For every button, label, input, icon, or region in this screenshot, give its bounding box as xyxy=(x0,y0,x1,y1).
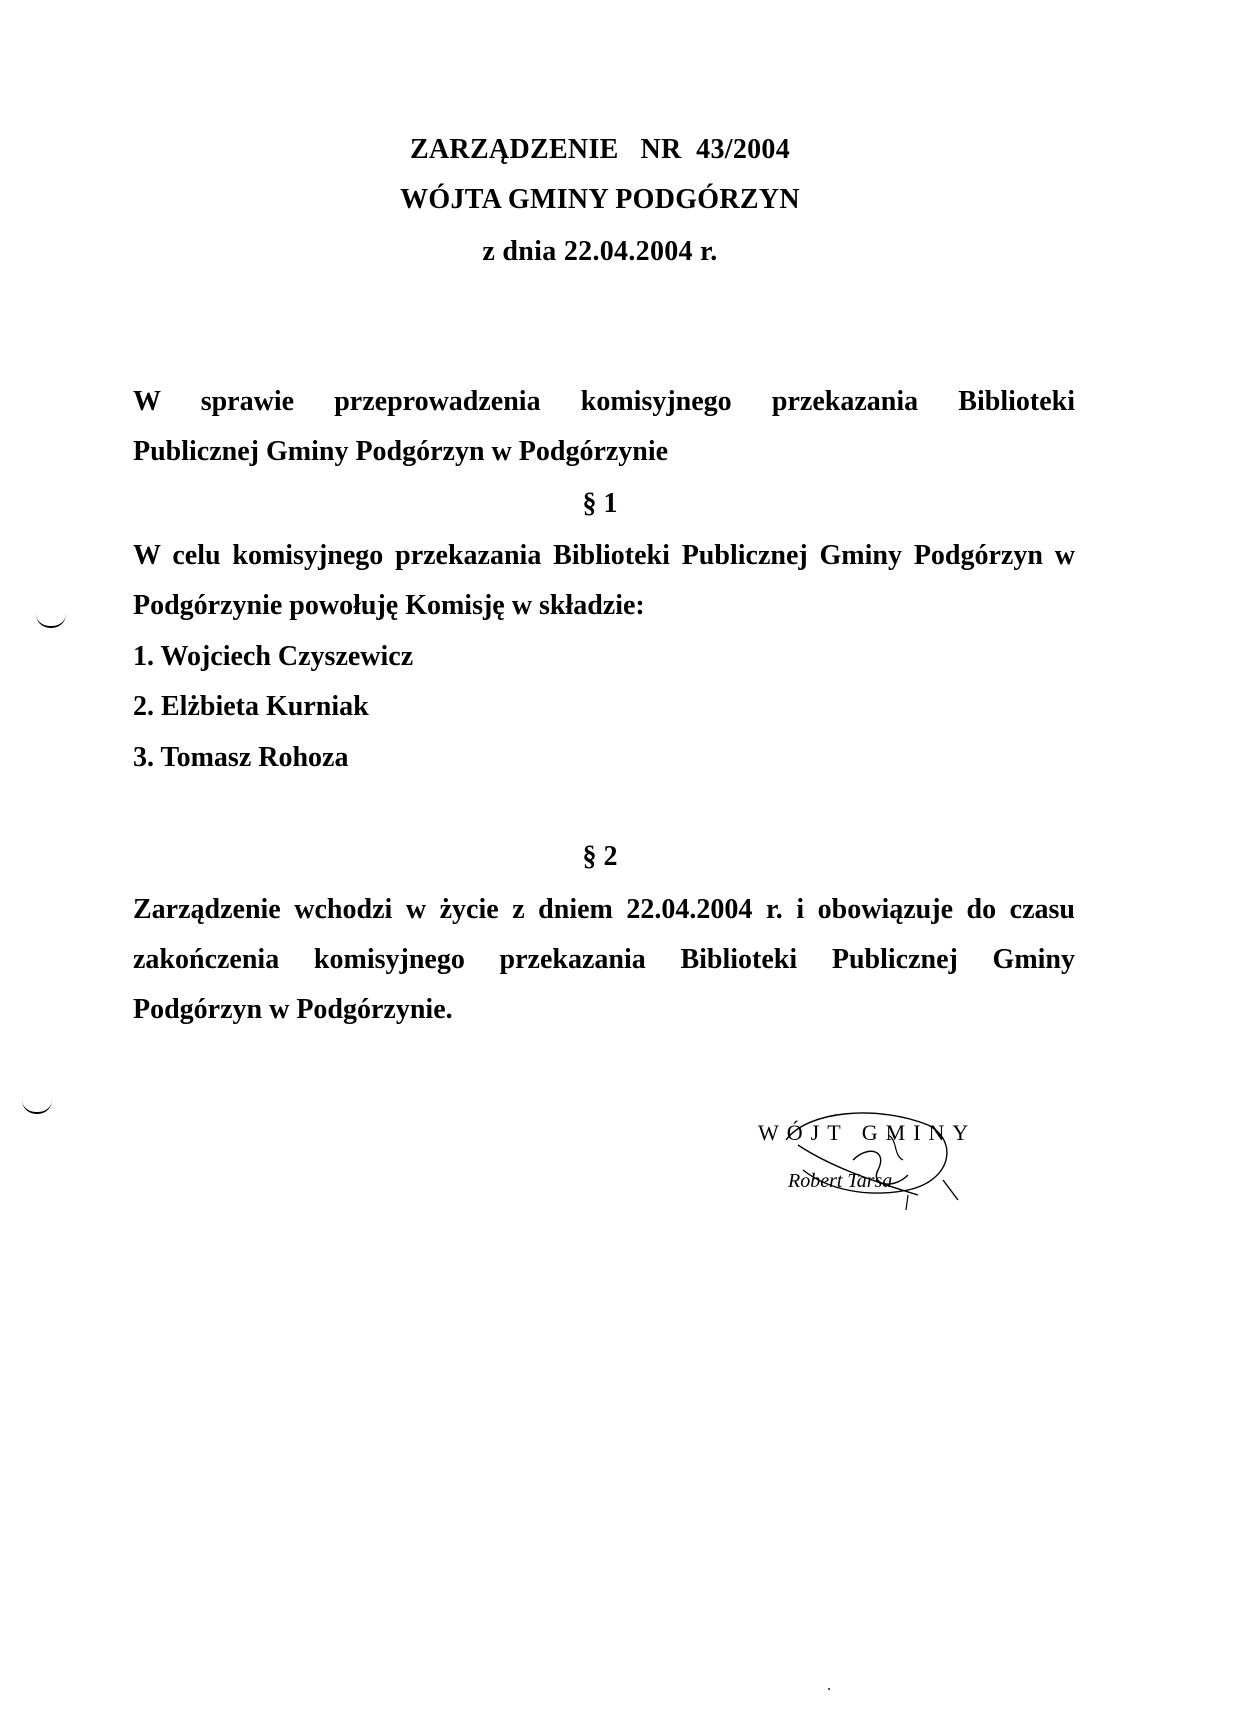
document-date: z dnia 22.04.2004 r. xyxy=(482,236,718,267)
official-stamp-signature xyxy=(758,1100,978,1220)
section-1-sign: § 1 xyxy=(582,488,618,519)
commission-member: 3. Tomasz Rohoza xyxy=(133,742,349,773)
stamp-name: Robert Tarsa xyxy=(788,1170,893,1192)
section-2-line: Podgórzyn w Podgórzynie. xyxy=(133,994,453,1025)
document-issuer: WÓJTA GMINY PODGÓRZYN xyxy=(400,184,800,215)
document-title: ZARZĄDZENIE NR 43/2004 xyxy=(409,134,791,165)
punch-hole-mark xyxy=(22,1100,52,1114)
punch-hole-mark xyxy=(36,614,66,628)
section-1-line: Podgórzynie powołuję Komisję w składzie: xyxy=(133,590,645,621)
section-1-line: W celu komisyjnego przekazania Biblioteki Publicznej Gminy Podgórzyn w xyxy=(133,540,1075,571)
commission-member: 1. Wojciech Czyszewicz xyxy=(133,641,414,672)
subject-paragraph xyxy=(133,377,1075,477)
scan-speck xyxy=(828,1688,830,1690)
section-1-paragraph xyxy=(133,531,1075,631)
subject-line: Publicznej Gminy Podgórzyn w Podgórzynie xyxy=(133,436,669,467)
stamp-title: WÓJT GMINY xyxy=(758,1120,977,1145)
commission-member: 2. Elżbieta Kurniak xyxy=(133,691,369,722)
section-2-paragraph xyxy=(133,885,1075,1035)
section-2-line: Zarządzenie wchodzi w życie z dniem 22.04.2004 r. i obowiązuje do czasu xyxy=(133,894,1075,925)
section-2-sign: § 2 xyxy=(582,841,618,872)
signature-scribble-icon xyxy=(758,1100,978,1220)
subject-line: W sprawie przeprowadzenia komisyjnego przekazania Biblioteki xyxy=(133,386,1075,417)
section-2-line: zakończenia komisyjnego przekazania Biblioteki Publicznej Gminy xyxy=(133,944,1075,975)
